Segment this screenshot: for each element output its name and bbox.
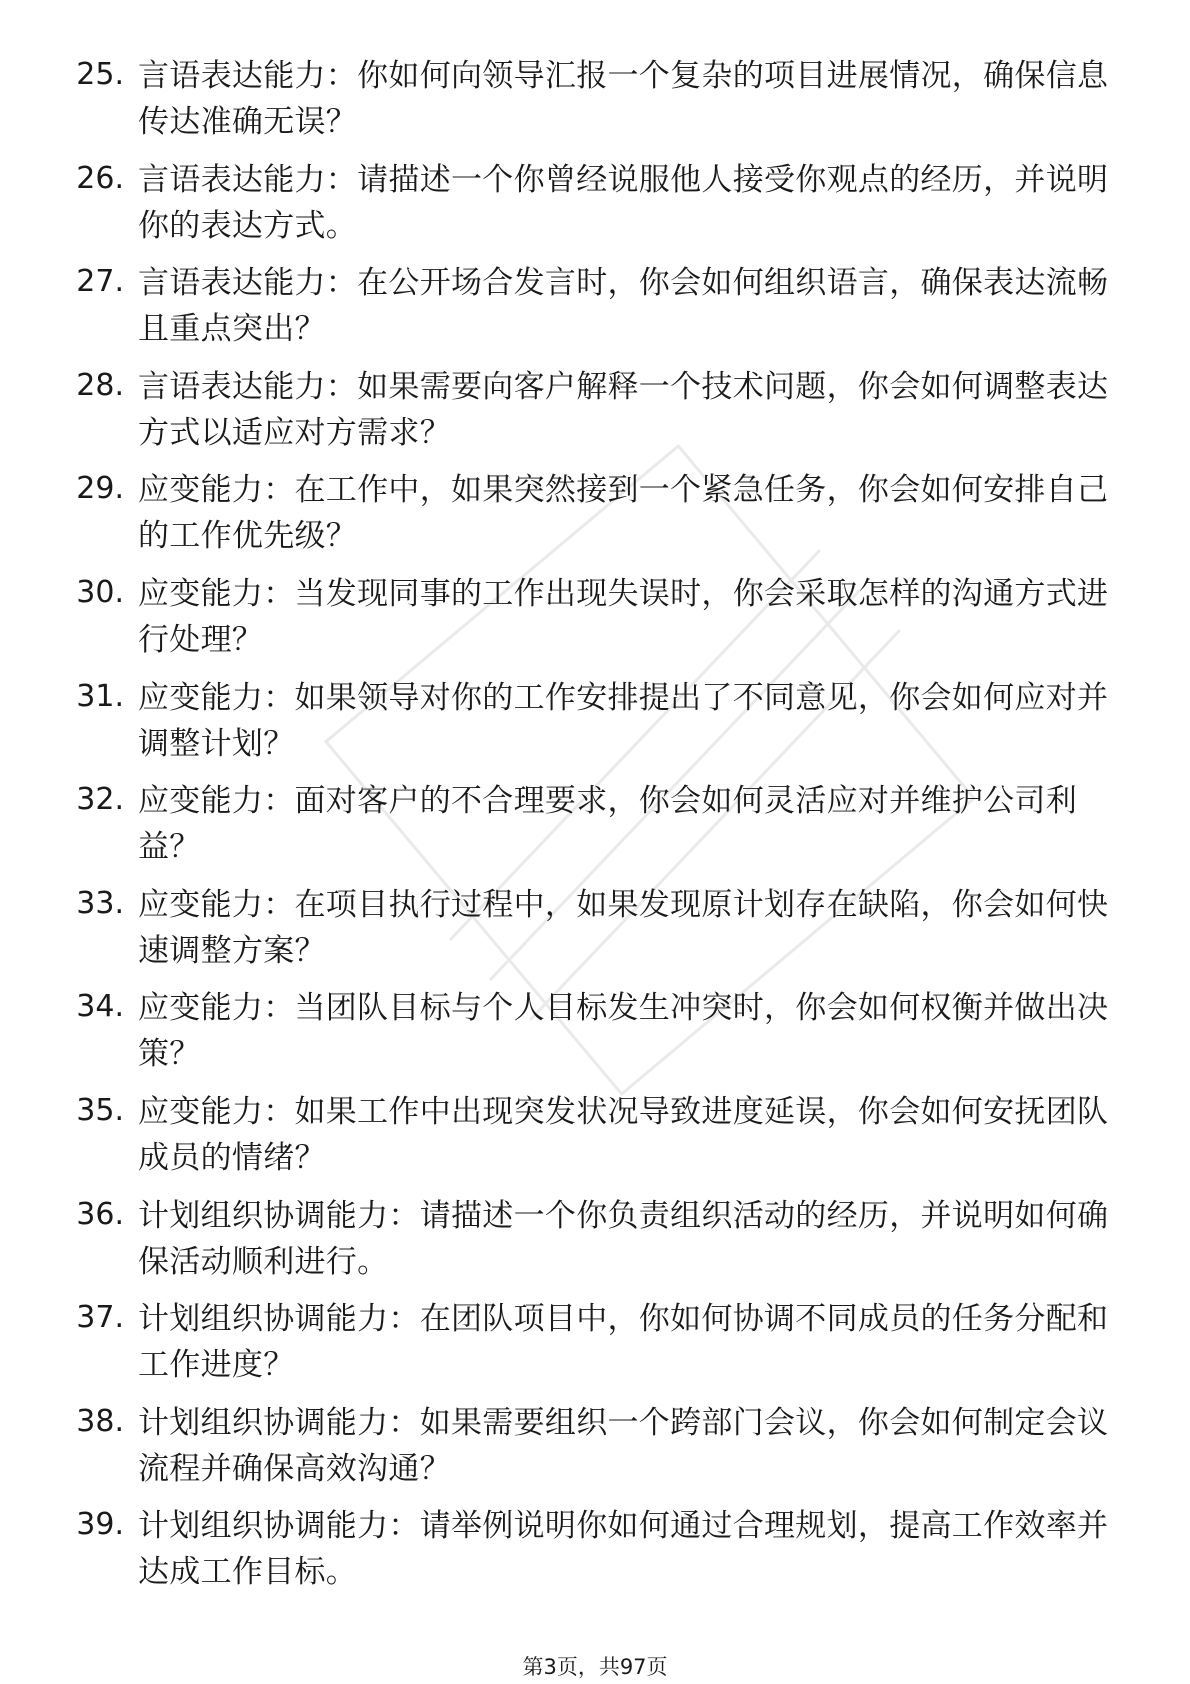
list-item — [54, 1088, 1114, 1192]
item-text: 应变能力：在工作中，如果突然接到一个紧急任务，你会如何安排自己的工作优先级？ — [138, 472, 1109, 555]
list-item — [54, 1399, 1114, 1503]
item-number: 26. — [76, 160, 124, 196]
list-item — [54, 466, 1114, 570]
item-number: 33. — [76, 885, 124, 921]
item-text: 应变能力：如果领导对你的工作安排提出了不同意见，你会如何应对并调整计划？ — [138, 679, 1109, 762]
question-list — [54, 52, 1114, 1606]
item-number: 32. — [76, 782, 124, 818]
item-text: 计划组织协调能力：请举例说明你如何通过合理规划，提高工作效率并达成工作目标。 — [138, 1508, 1109, 1591]
list-item — [54, 363, 1114, 467]
item-text: 计划组织协调能力：请描述一个你负责组织活动的经历，并说明如何确保活动顺利进行。 — [138, 1197, 1109, 1280]
item-number: 34. — [76, 989, 124, 1025]
item-text: 言语表达能力：你如何向领导汇报一个复杂的项目进展情况，确保信息传达准确无误？ — [138, 58, 1109, 140]
item-number: 29. — [76, 471, 124, 507]
item-number: 28. — [76, 367, 124, 403]
item-number: 25. — [76, 57, 124, 92]
item-number: 27. — [76, 264, 124, 300]
list-item — [54, 52, 1114, 156]
list-item — [54, 1502, 1114, 1606]
item-text: 应变能力：如果工作中出现突发状况导致进度延误，你会如何安抚团队成员的情绪？ — [138, 1093, 1109, 1176]
list-item — [54, 259, 1114, 363]
item-text: 言语表达能力：如果需要向客户解释一个技术问题，你会如何调整表达方式以适应对方需求？ — [138, 368, 1109, 451]
list-item — [54, 570, 1114, 674]
page-footer: 第3页，共97页 — [522, 1655, 668, 1679]
list-item — [54, 1192, 1114, 1296]
item-text: 计划组织协调能力：在团队项目中，你如何协调不同成员的任务分配和工作进度？ — [138, 1301, 1109, 1384]
item-number: 37. — [76, 1300, 124, 1336]
item-number: 35. — [76, 1092, 124, 1128]
list-item — [54, 881, 1114, 985]
item-number: 39. — [76, 1507, 124, 1543]
item-text: 应变能力：在项目执行过程中，如果发现原计划存在缺陷，你会如何快速调整方案？ — [138, 886, 1109, 969]
item-number: 38. — [76, 1403, 124, 1439]
item-text: 应变能力：面对客户的不合理要求，你会如何灵活应对并维护公司利益？ — [138, 783, 1077, 866]
list-item — [54, 674, 1114, 778]
list-item — [54, 984, 1114, 1088]
list-item — [54, 1295, 1114, 1399]
item-text: 言语表达能力：在公开场合发言时，你会如何组织语言，确保表达流畅且重点突出？ — [138, 265, 1109, 348]
list-item — [54, 777, 1114, 881]
item-text: 应变能力：当发现同事的工作出现失误时，你会采取怎样的沟通方式进行处理？ — [138, 575, 1109, 658]
list-item — [54, 156, 1114, 260]
item-text: 计划组织协调能力：如果需要组织一个跨部门会议，你会如何制定会议流程并确保高效沟通？ — [138, 1404, 1109, 1487]
item-number: 30. — [76, 574, 124, 610]
item-text: 言语表达能力：请描述一个你曾经说服他人接受你观点的经历，并说明你的表达方式。 — [138, 161, 1109, 244]
item-number: 31. — [76, 678, 124, 714]
item-number: 36. — [76, 1196, 124, 1232]
item-text: 应变能力：当团队目标与个人目标发生冲突时，你会如何权衡并做出决策？ — [138, 990, 1109, 1073]
